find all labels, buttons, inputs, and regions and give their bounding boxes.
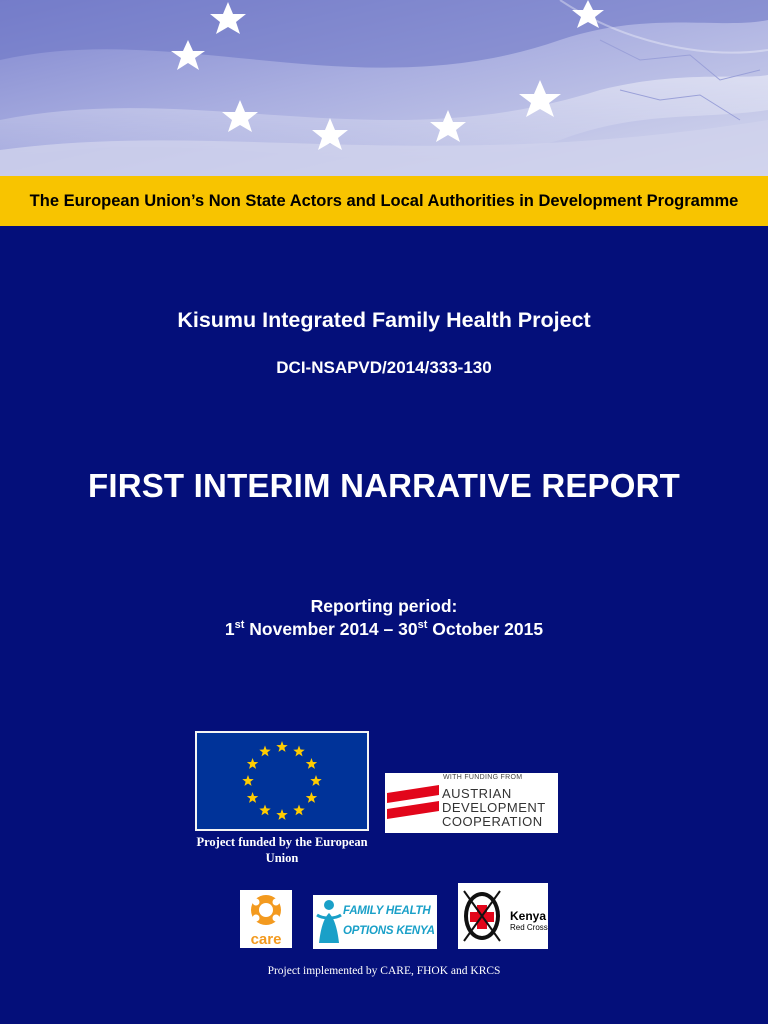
project-code: DCI-NSAPVD/2014/333-130 xyxy=(276,358,492,377)
eu-flag-icon xyxy=(197,733,367,829)
implementation-note: Project implemented by CARE, FHOK and KRCS xyxy=(267,965,501,977)
fhok-figure-icon xyxy=(315,895,343,949)
ada-logo xyxy=(385,773,558,833)
eu-flag-banner xyxy=(0,0,768,176)
fhok-line-2: OPTIONS KENYA xyxy=(343,925,435,937)
eu-flag-banner-graphic xyxy=(0,0,768,176)
fhok-logo xyxy=(313,895,437,949)
eu-funding-caption: Project funded by the European Union xyxy=(196,835,368,865)
kenya-red-cross-logo xyxy=(458,883,548,949)
reporting-period-dates xyxy=(0,619,768,640)
red-cross-shield-icon xyxy=(460,883,508,949)
programme-bar xyxy=(0,176,768,226)
period-start-day: 1 xyxy=(224,619,235,639)
care-emblem-icon xyxy=(240,890,292,948)
care-logo xyxy=(240,890,292,948)
eu-flag-logo xyxy=(195,731,369,831)
ada-funding-label: WITH FUNDING FROM xyxy=(443,774,523,781)
austria-flag-icon xyxy=(385,773,441,833)
krcs-name: Kenya xyxy=(510,909,547,923)
period-end-rest: October 2015 xyxy=(427,619,544,639)
report-title: FIRST INTERIM NARRATIVE REPORT xyxy=(87,467,681,504)
ada-line-3: COOPERATION xyxy=(442,814,543,829)
krcs-subtitle: Red Cross xyxy=(510,923,548,932)
period-start-rest: November 2014 – 30 xyxy=(244,619,418,639)
project-title: Kisumu Integrated Family Health Project xyxy=(177,308,591,332)
programme-title: The European Union’s Non State Actors and Local Authorities in Development Programme xyxy=(29,192,739,210)
fhok-line-1: FAMILY HEALTH xyxy=(343,905,431,917)
ada-line-2: DEVELOPMENT xyxy=(442,800,546,815)
period-end-suffix: st xyxy=(417,619,428,631)
period-start-suffix: st xyxy=(234,619,245,631)
care-logo-text: care xyxy=(250,931,282,948)
ada-line-1: AUSTRIAN xyxy=(442,786,512,801)
reporting-period-label: Reporting period: xyxy=(310,596,458,616)
